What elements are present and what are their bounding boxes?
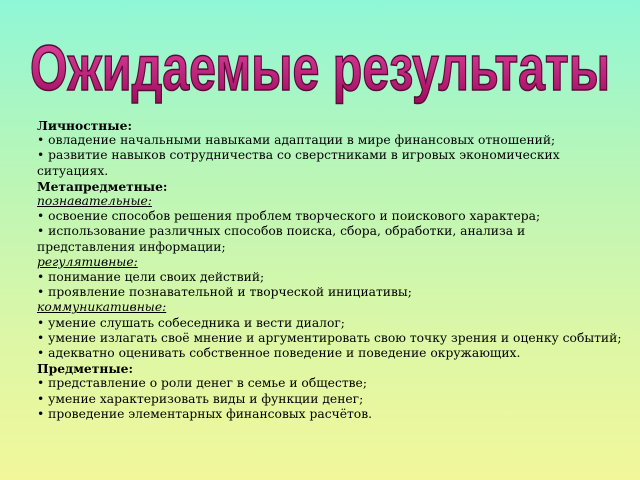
list-item: • адекватно оценивать собственное поведение и поведение окружающих. xyxy=(37,346,625,361)
list-item: • умение излагать своё мнение и аргументировать свою точку зрения и оценку событий; xyxy=(37,331,625,346)
subject-heading: Предметные: xyxy=(37,361,134,377)
title-banner xyxy=(0,6,640,118)
cognitive-subheading: познавательные: xyxy=(37,194,152,209)
title-svg xyxy=(0,6,640,118)
page-title: Ожидаемые результаты xyxy=(30,32,610,104)
results-content xyxy=(37,118,625,422)
list-item: • понимание цели своих действий; xyxy=(37,270,625,285)
list-item: • использование различных способов поиска, сбора, обработки, анализа и представления информации; xyxy=(37,224,625,254)
meta-heading: Метапредметные: xyxy=(37,178,168,194)
list-item: • умение слушать собеседника и вести диалог; xyxy=(37,316,625,331)
list-item: • овладение начальными навыками адаптации в мире финансовых отношений; xyxy=(37,133,625,148)
list-item: • проявление познавательной и творческой инициативы; xyxy=(37,285,625,300)
communicative-subheading: коммуникативные: xyxy=(37,300,167,315)
list-item: • умение характеризовать виды и функции денег; xyxy=(37,392,625,407)
personal-heading: Личностные: xyxy=(37,118,132,133)
list-item: • проведение элементарных финансовых расчётов. xyxy=(37,407,625,422)
list-item: • освоение способов решения проблем творческого и поискового характера; xyxy=(37,209,625,224)
list-item: • развитие навыков сотрудничества со сверстниками в игровых экономических ситуациях. xyxy=(37,148,625,178)
list-item: • представление о роли денег в семье и обществе; xyxy=(37,376,625,391)
regulatory-subheading: регулятивные: xyxy=(37,254,138,269)
